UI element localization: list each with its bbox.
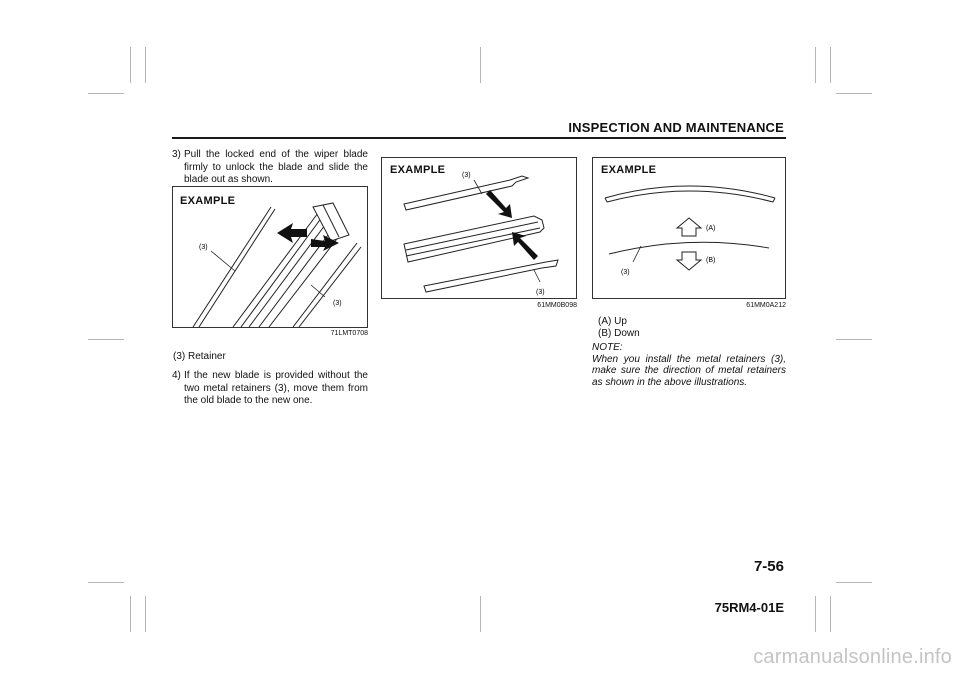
figure-title: EXAMPLE (180, 195, 236, 207)
callout-retainer-left: (3) (199, 244, 208, 251)
step-number: 3) (172, 149, 181, 160)
page-number: 7-56 (753, 558, 784, 575)
callout-retainer: (3) (621, 269, 630, 276)
blade-removal-illustration (173, 187, 367, 327)
figure-retainer-transfer (381, 157, 577, 299)
callout-retainer-top: (3) (462, 172, 471, 179)
callout-retainer-bottom: (3) (536, 289, 545, 296)
step-text: If the new blade is provided without the two metal retainers (3), move them from the old blade to the new one. (184, 370, 368, 406)
retainer-transfer-illustration (382, 158, 576, 298)
section-title: INSPECTION AND MAINTENANCE (568, 120, 784, 135)
retainer-direction-illustration (593, 158, 785, 298)
watermark: carmanualsonline.info (753, 646, 952, 668)
figure-blade-removal (172, 186, 368, 328)
legend-down: (B) Down (598, 327, 640, 339)
figure-retainer-direction (592, 157, 786, 299)
header-rule (172, 137, 786, 139)
note-label: NOTE: (592, 342, 623, 353)
figure-code: 71LMT0708 (330, 330, 368, 337)
legend-direction (598, 316, 640, 339)
callout-up: (A) (706, 225, 716, 232)
step-4 (172, 370, 368, 408)
figure-code: 61MM0B098 (537, 302, 577, 309)
callout-retainer-right: (3) (333, 300, 342, 307)
note-block (592, 342, 786, 388)
document-code: 75RM4-01E (714, 600, 784, 615)
step-3 (172, 149, 368, 187)
figure-title: EXAMPLE (601, 164, 657, 176)
step-number: 4) (172, 370, 181, 381)
callout-down: (B) (706, 257, 716, 264)
figure-title: EXAMPLE (390, 164, 446, 176)
legend-retainer: (3) Retainer (173, 351, 226, 362)
figure-code: 61MM0A212 (746, 302, 786, 309)
legend-up: (A) Up (598, 316, 627, 327)
note-text: When you install the metal retainers (3), make sure the direction of metal retainers as shown in the above illustrations. (592, 353, 786, 388)
step-text: Pull the locked end of the wiper blade firmly to unlock the blade and slide the blade out as shown. (184, 149, 368, 185)
